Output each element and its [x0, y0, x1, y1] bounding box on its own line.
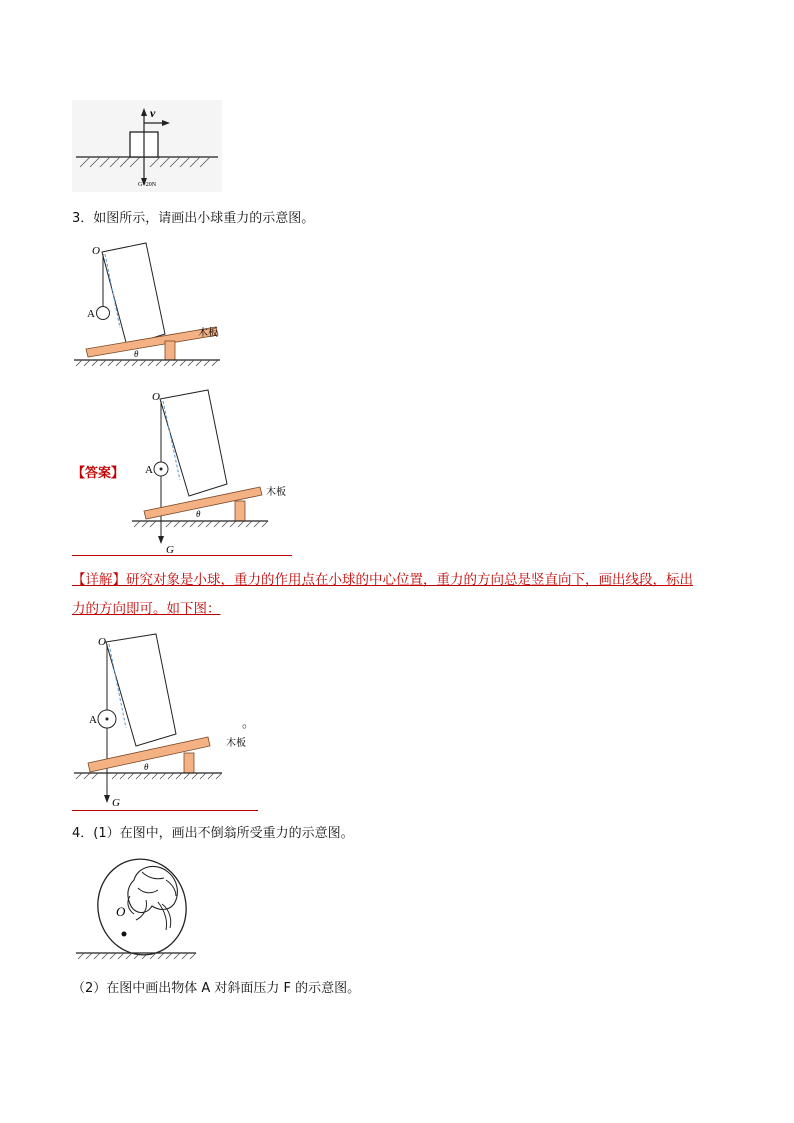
question-4-part-2: （2）在图中画出物体 A 对斜面压力 F 的示意图。 — [72, 981, 361, 996]
detail-explanation — [72, 566, 732, 624]
point-A-label: A — [145, 464, 153, 476]
question-4-part-1: 4．(1）在图中，画出不倒翁所受重力的示意图。 — [72, 826, 354, 841]
point-A-label: A — [87, 308, 95, 320]
divider-line — [72, 555, 292, 556]
trailing-period: 。 — [242, 716, 256, 731]
angle-label: θ — [134, 349, 139, 359]
point-O-label: O — [152, 391, 160, 403]
point-O-label: O — [116, 904, 126, 919]
angle-label: θ — [196, 509, 201, 519]
gravity-label: G — [166, 544, 174, 555]
velocity-label: v — [150, 106, 156, 120]
point-A-label: A — [89, 714, 97, 726]
figure-answer-with-gravity — [128, 385, 298, 555]
board-label: 木板 — [198, 328, 218, 339]
figure-tumbler — [72, 850, 202, 965]
detail-tag: 【详解】 — [72, 572, 126, 588]
board-label: 木板 — [226, 738, 246, 749]
angle-label: θ — [144, 762, 149, 772]
detail-line-1: 研究对象是小球，重力的作用点在小球的中心位置，重力的方向总是竖直向下，画出线段，标出 — [126, 572, 693, 588]
point-O-label: O — [92, 245, 100, 257]
figure-detail-with-gravity — [72, 630, 252, 810]
divider-line — [72, 810, 258, 811]
figure-q3-pendulum-board — [70, 238, 230, 368]
question-3-text: 3．如图所示，请画出小球重力的示意图。 — [72, 211, 315, 226]
point-O-label: O — [98, 636, 106, 648]
gravity-label: G — [112, 797, 120, 809]
detail-line-2: 力的方向即可。如下图： — [72, 601, 221, 617]
gravity-value-label: G=20N — [138, 182, 157, 188]
figure-box-on-ground — [72, 100, 222, 192]
answer-tag: 【答案】 — [72, 466, 125, 481]
board-label: 木板 — [266, 487, 286, 498]
